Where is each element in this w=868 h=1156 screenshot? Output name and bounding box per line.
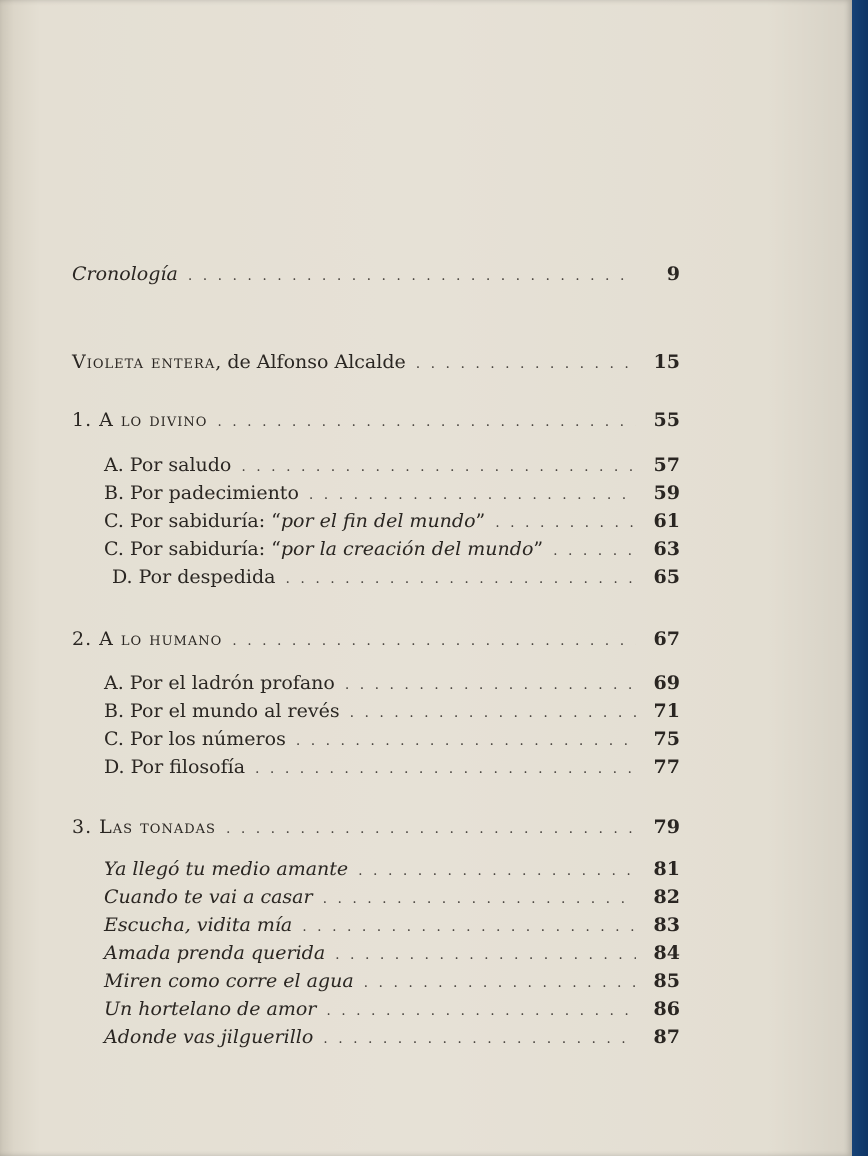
dot-leader — [241, 459, 636, 475]
toc-entry — [104, 914, 680, 936]
toc-page-number: 15 — [653, 351, 680, 373]
toc-section-label: 3. Las tonadas — [72, 816, 216, 838]
toc-entry — [104, 942, 680, 964]
toc-entry — [104, 756, 680, 778]
dot-leader — [416, 356, 636, 372]
toc-entry — [104, 700, 680, 722]
dot-leader — [296, 733, 636, 749]
toc-page-number: 9 — [666, 263, 680, 285]
toc-entry-label-italic: por la creación del mundo — [280, 538, 534, 560]
toc-entry-label — [72, 351, 406, 373]
toc-entry-label: A. Por saludo — [104, 454, 232, 476]
toc-entry — [104, 858, 680, 880]
dot-leader — [309, 487, 636, 503]
toc-entry-label-suffix: ” — [475, 510, 486, 532]
dot-leader — [286, 571, 636, 587]
toc-entry-label: Miren como corre el agua — [104, 970, 354, 992]
toc-page-number: 71 — [653, 700, 680, 722]
toc-entry — [104, 510, 680, 532]
dot-leader — [345, 677, 636, 693]
dot-leader — [350, 705, 636, 721]
toc-entry — [104, 998, 680, 1020]
toc-entry — [104, 728, 680, 750]
dot-leader — [302, 919, 636, 935]
toc-entry-label-prefix: C. Por sabiduría: “ — [104, 510, 281, 532]
toc-entry — [104, 1026, 680, 1048]
toc-entry-label-italic: por el fin del mundo — [280, 510, 476, 532]
dot-leader — [232, 633, 636, 649]
toc-entry-label: Cuando te vai a casar — [104, 886, 313, 908]
toc-entry-violeta-entera — [72, 351, 680, 373]
toc-entry-label: B. Por el mundo al revés — [104, 700, 340, 722]
toc-entry-label — [104, 538, 543, 560]
toc-page-number: 83 — [653, 914, 680, 936]
dot-leader — [553, 543, 636, 559]
toc-page-number: 61 — [653, 510, 680, 532]
toc-page-number: 77 — [653, 756, 680, 778]
toc-page-number: 75 — [653, 728, 680, 750]
toc-section-3 — [72, 816, 680, 838]
toc-page-number: 79 — [653, 816, 680, 838]
toc-page-number: 59 — [653, 482, 680, 504]
toc-entry — [104, 538, 680, 560]
toc-page-number: 65 — [653, 566, 680, 588]
dot-leader — [188, 268, 636, 284]
toc-page-number: 81 — [653, 858, 680, 880]
toc-entry-label — [104, 510, 485, 532]
toc-entry-label: C. Por los números — [104, 728, 286, 750]
dot-leader — [326, 1003, 636, 1019]
toc-entry — [104, 482, 680, 504]
toc-page-number: 63 — [653, 538, 680, 560]
toc-page-number: 69 — [653, 672, 680, 694]
toc-entry-label-suffix: ” — [533, 538, 544, 560]
toc-entry — [112, 566, 680, 588]
toc-entry-label: Adonde vas jilguerillo — [104, 1026, 314, 1048]
toc-page-number: 55 — [653, 409, 680, 431]
toc-entry — [104, 886, 680, 908]
toc-entry-label: Cronología — [72, 263, 178, 285]
toc-entry-label: Un hortelano de amor — [104, 998, 317, 1020]
dot-leader — [217, 414, 636, 430]
toc-entry-label: A. Por el ladrón profano — [104, 672, 335, 694]
toc-entry-label: B. Por padecimiento — [104, 482, 299, 504]
toc-section-label: 1. A lo divino — [72, 409, 208, 431]
dot-leader — [323, 1031, 636, 1047]
toc-section-label: 2. A lo humano — [72, 628, 223, 650]
toc-entry-title: Violeta entera — [72, 351, 216, 373]
toc-page-number: 67 — [653, 628, 680, 650]
dot-leader — [323, 891, 636, 907]
dot-leader — [226, 821, 636, 837]
toc-entry-cronologia — [72, 263, 680, 285]
toc-entry-label-prefix: C. Por sabiduría: “ — [104, 538, 281, 560]
dot-leader — [364, 975, 636, 991]
dot-leader — [335, 947, 636, 963]
book-cover-edge — [852, 0, 868, 1156]
toc-page-number: 85 — [653, 970, 680, 992]
toc-entry-author: , de Alfonso Alcalde — [215, 351, 406, 373]
toc-entry — [104, 970, 680, 992]
toc-section-2 — [72, 628, 680, 650]
toc-page-number: 84 — [653, 942, 680, 964]
toc-entry-label: D. Por filosofía — [104, 756, 246, 778]
dot-leader — [255, 761, 636, 777]
toc-entry-label: Ya llegó tu medio amante — [104, 858, 349, 880]
dot-leader — [495, 515, 636, 531]
toc-entry-label: D. Por despedida — [112, 566, 276, 588]
toc-section-1 — [72, 409, 680, 431]
toc-entry-label: Amada prenda querida — [104, 942, 326, 964]
toc-page-number: 57 — [653, 454, 680, 476]
toc-entry — [104, 454, 680, 476]
toc-entry — [104, 672, 680, 694]
dot-leader — [358, 863, 636, 879]
toc-page-number: 86 — [653, 998, 680, 1020]
toc-entry-label: Escucha, vidita mía — [104, 914, 293, 936]
toc-page-number: 87 — [653, 1026, 680, 1048]
toc-page-number: 82 — [653, 886, 680, 908]
